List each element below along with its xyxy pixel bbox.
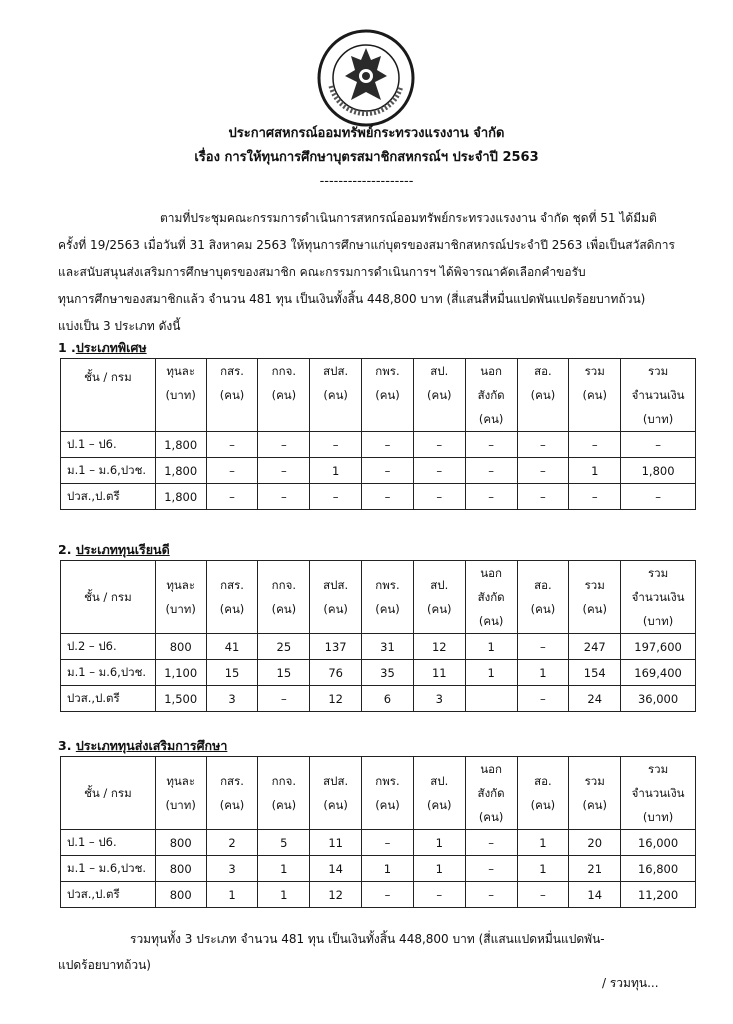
cell-total: 154 [569,660,621,686]
cell-level: ปวส.,ป.ตรี [61,484,156,510]
section-number: 2. [58,542,72,557]
cell-spso: 14 [310,856,362,882]
cell-level: ปวส.,ป.ตรี [61,686,156,712]
cell-outside: – [465,882,517,908]
cell-total: 24 [569,686,621,712]
cell-kpr: – [362,830,414,856]
cell-kkj: – [258,458,310,484]
table-row [61,882,696,908]
cell-so: – [517,458,569,484]
col-kasr: กสร. (คน) [206,359,258,432]
cell-spso: 11 [310,830,362,856]
col-amount: รวม จำนวนเงิน (บาท) [621,359,696,432]
cell-kkj: 1 [258,856,310,882]
col-rate: ทุนละ (บาท) [155,359,206,432]
cell-outside: 1 [465,634,517,660]
cell-kpr: – [362,432,414,458]
cell-rate: 800 [155,882,206,908]
cell-rate: 800 [155,856,206,882]
table-row [61,660,696,686]
cell-kasr: 3 [206,686,258,712]
cell-kpr: – [362,484,414,510]
col-rate: ทุนละ (บาท) [155,757,206,830]
cell-kkj: 15 [258,660,310,686]
cell-amount: 36,000 [621,686,696,712]
summary-line: แปดร้อยบาทถ้วน) [58,958,151,972]
cell-sp: 11 [413,660,465,686]
section-title: ประเภทพิเศษ [75,340,147,355]
cell-kkj: 5 [258,830,310,856]
section-2-heading [58,540,170,560]
cell-outside [465,686,517,712]
table-row [61,484,696,510]
cell-outside: 1 [465,660,517,686]
cell-kasr: – [206,432,258,458]
col-spso: สปส. (คน) [310,359,362,432]
cell-kasr: 3 [206,856,258,882]
table-row [61,856,696,882]
cell-amount: 1,800 [621,458,696,484]
cell-rate: 1,100 [155,660,206,686]
cell-sp: 3 [413,686,465,712]
cell-kpr: 1 [362,856,414,882]
cell-sp: – [413,432,465,458]
table-header-row [61,757,696,830]
col-sp: สป. (คน) [413,359,465,432]
col-kkj: กกจ. (คน) [258,561,310,634]
col-rate: ทุนละ (บาท) [155,561,206,634]
col-sp: สป. (คน) [413,757,465,830]
cell-sp: – [413,458,465,484]
cell-spso: 12 [310,882,362,908]
col-so: สอ. (คน) [517,561,569,634]
section-1-heading [58,338,147,358]
summary-paragraph [58,926,688,978]
col-amount: รวม จำนวนเงิน (บาท) [621,757,696,830]
cell-level: ป.2 – ป6. [61,634,156,660]
cell-rate: 800 [155,634,206,660]
cell-outside: – [465,458,517,484]
cell-level: ม.1 – ม.6,ปวช. [61,856,156,882]
cell-level: ม.1 – ม.6,ปวช. [61,660,156,686]
intro-line: ตามที่ประชุมคณะกรรมการดำเนินการสหกรณ์ออมทรัพย์กระทรวงแรงงาน จำกัด ชุดที่ 51 ได้มีมติ [160,211,657,225]
col-kkj: กกจ. (คน) [258,359,310,432]
col-level: ชั้น / กรม [61,561,156,634]
col-level: ชั้น / กรม [61,359,156,432]
cell-amount: 11,200 [621,882,696,908]
cell-kasr: 2 [206,830,258,856]
section-3-table [60,756,696,908]
cell-kpr: 6 [362,686,414,712]
cell-so: – [517,634,569,660]
cell-outside: – [465,856,517,882]
cell-sp: – [413,484,465,510]
col-kpr: กพร. (คน) [362,561,414,634]
cell-spso: 1 [310,458,362,484]
table-row [61,458,696,484]
cell-kasr: 1 [206,882,258,908]
cell-spso: – [310,484,362,510]
cell-spso: 12 [310,686,362,712]
section-2-table [60,560,696,712]
cell-sp: 1 [413,856,465,882]
cell-kkj: 25 [258,634,310,660]
col-level: ชั้น / กรม [61,757,156,830]
intro-line: ทุนการศึกษาของสมาชิกแล้ว จำนวน 481 ทุน เป็นเงินทั้งสิ้น 448,800 บาท (สี่แสนสี่หมื่นแปดพันแปดร้อยบาทถ้วน) [58,292,646,306]
cell-level: ม.1 – ม.6,ปวช. [61,458,156,484]
table-row [61,686,696,712]
cell-spso: 137 [310,634,362,660]
col-so: สอ. (คน) [517,757,569,830]
cell-total: 14 [569,882,621,908]
cell-sp: – [413,882,465,908]
col-spso: สปส. (คน) [310,561,362,634]
cell-kpr: 31 [362,634,414,660]
cell-amount: 197,600 [621,634,696,660]
col-amount: รวม จำนวนเงิน (บาท) [621,561,696,634]
intro-paragraph [58,205,688,340]
cell-so: 1 [517,856,569,882]
continuation-note: / รวมทุน... [602,976,659,990]
cell-amount: – [621,432,696,458]
cell-rate: 1,800 [155,432,206,458]
cell-kasr: 41 [206,634,258,660]
col-kasr: กสร. (คน) [206,561,258,634]
announcement-subject: เรื่อง การให้ทุนการศึกษาบุตรสมาชิกสหกรณ์ฯ ประจำปี 2563 [194,150,539,165]
cell-total: 21 [569,856,621,882]
table-header-row [61,561,696,634]
cell-outside: – [465,830,517,856]
cell-so: – [517,432,569,458]
cell-amount: 16,000 [621,830,696,856]
section-title: ประเภททุนส่งเสริมการศึกษา [75,738,228,753]
col-outside: นอก สังกัด (คน) [465,561,517,634]
intro-line: และสนับสนุนส่งเสริมการศึกษาบุตรของสมาชิก คณะกรรมการดำเนินการฯ ได้พิจารณาคัดเลือกคำขอรับ [58,265,586,279]
cell-spso: 76 [310,660,362,686]
cell-total: 247 [569,634,621,660]
col-sp: สป. (คน) [413,561,465,634]
cell-so: – [517,686,569,712]
cell-total: – [569,432,621,458]
col-total: รวม (คน) [569,359,621,432]
cell-kkj: – [258,686,310,712]
cell-total: 20 [569,830,621,856]
cell-sp: 12 [413,634,465,660]
col-kpr: กพร. (คน) [362,359,414,432]
title-divider: -------------------- [319,174,414,189]
intro-line: ครั้งที่ 19/2563 เมื่อวันที่ 31 สิงหาคม 2563 ให้ทุนการศึกษาแก่บุตรของสมาชิกสหกรณ์ประจำปี 2563 เพื่อเป็นสวัสดิการ [58,238,675,252]
intro-line: แบ่งเป็น 3 ประเภท ดังนี้ [58,319,181,333]
cell-so: – [517,882,569,908]
cell-amount: – [621,484,696,510]
cell-so: – [517,484,569,510]
section-number: 3. [58,738,72,753]
cell-so: 1 [517,830,569,856]
cell-rate: 1,500 [155,686,206,712]
cell-amount: 169,400 [621,660,696,686]
col-outside: นอก สังกัด (คน) [465,359,517,432]
cell-outside: – [465,432,517,458]
summary-line: รวมทุนทั้ง 3 ประเภท จำนวน 481 ทุน เป็นเงินทั้งสิ้น 448,800 บาท (สี่แสนแปดหมื่นแปดพัน- [130,932,605,946]
cell-rate: 800 [155,830,206,856]
section-1-table [60,358,696,510]
col-outside: นอก สังกัด (คน) [465,757,517,830]
cell-kasr: 15 [206,660,258,686]
cell-kkj: 1 [258,882,310,908]
cell-amount: 16,800 [621,856,696,882]
announcement-title: ประกาศสหกรณ์ออมทรัพย์กระทรวงแรงงาน จำกัด [228,126,505,141]
cell-kkj: – [258,432,310,458]
cell-spso: – [310,432,362,458]
cell-outside: – [465,484,517,510]
cell-rate: 1,800 [155,458,206,484]
cell-total: – [569,484,621,510]
cell-rate: 1,800 [155,484,206,510]
cell-total: 1 [569,458,621,484]
table-row [61,634,696,660]
table-header-row [61,359,696,432]
cell-level: ปวส.,ป.ตรี [61,882,156,908]
cell-kpr: – [362,882,414,908]
cell-level: ป.1 – ป6. [61,830,156,856]
cell-kasr: – [206,458,258,484]
cell-kpr: – [362,458,414,484]
cell-kpr: 35 [362,660,414,686]
col-spso: สปส. (คน) [310,757,362,830]
col-kasr: กสร. (คน) [206,757,258,830]
col-so: สอ. (คน) [517,359,569,432]
section-number: 1 . [58,340,76,355]
cell-level: ป.1 – ป6. [61,432,156,458]
section-3-heading [58,736,227,756]
cell-kkj: – [258,484,310,510]
section-title: ประเภททุนเรียนดี [75,542,170,557]
cell-kasr: – [206,484,258,510]
cell-so: 1 [517,660,569,686]
col-total: รวม (คน) [569,561,621,634]
table-row [61,830,696,856]
cooperative-seal-icon [311,26,421,130]
col-total: รวม (คน) [569,757,621,830]
cell-sp: 1 [413,830,465,856]
col-kkj: กกจ. (คน) [258,757,310,830]
col-kpr: กพร. (คน) [362,757,414,830]
table-row [61,432,696,458]
